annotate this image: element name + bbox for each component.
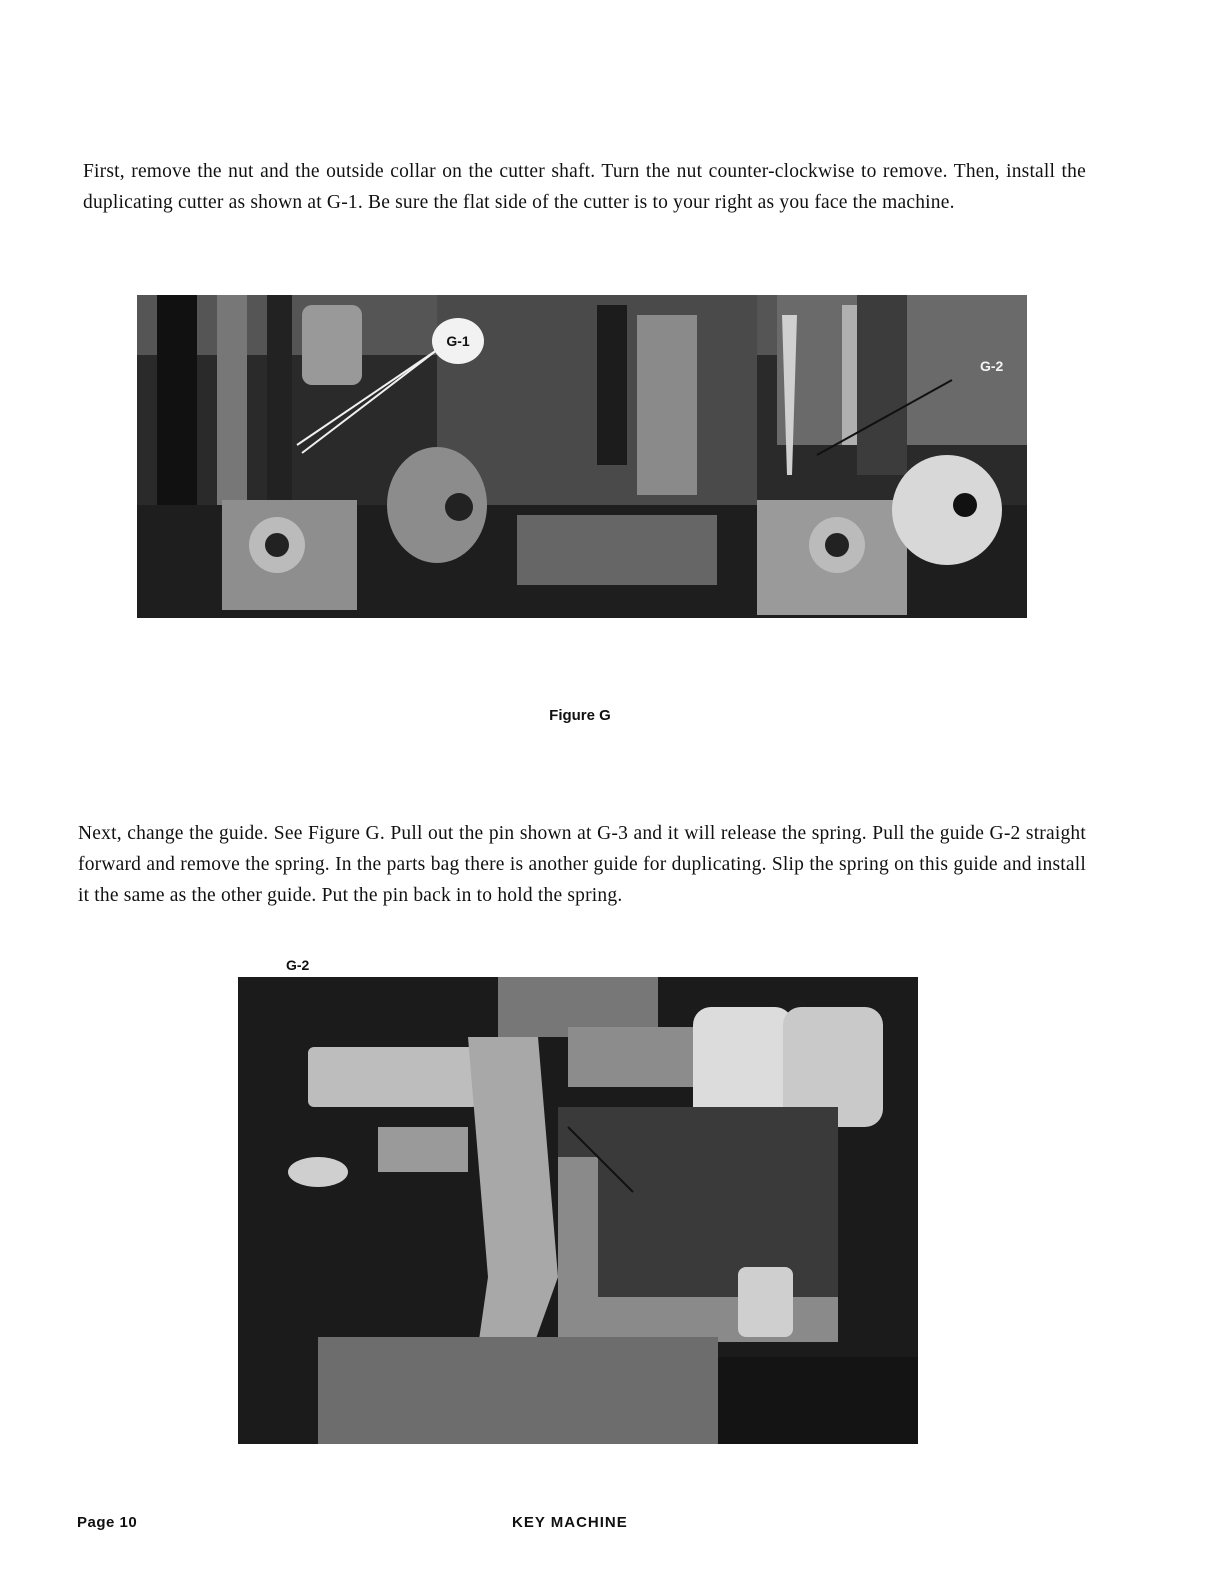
guide-photo	[238, 977, 918, 1444]
instruction-paragraph-guide: Next, change the guide. See Figure G. Pull out the pin shown at G-3 and it will release the spring. Pull the guide G-2 straight forward and remove the spring. In the parts bag there is another guide for duplicating. Slip the spring on this guide and install it the same as the other guide. Put the pin back in to hold the spring.	[78, 823, 1086, 906]
guide-photo-drawing	[238, 977, 918, 1444]
callout-g1: G-1	[432, 318, 484, 364]
figure-caption: Figure G	[549, 707, 611, 724]
callout-g2-bottom: G-2	[286, 957, 310, 973]
cutter-photo-drawing	[137, 295, 1027, 618]
cutter-photo	[137, 295, 1027, 618]
callout-g2-top: G-2	[980, 358, 1004, 374]
page-number: Page 10	[77, 1514, 138, 1531]
running-title: KEY MACHINE	[512, 1514, 628, 1531]
instruction-paragraph-cutter: First, remove the nut and the outside collar on the cutter shaft. Turn the nut counter-clockwise to remove. Then, install the duplicating cutter as shown at G-1. Be sure the flat side of the cutter is to your right as you face the machine.	[83, 161, 1086, 213]
